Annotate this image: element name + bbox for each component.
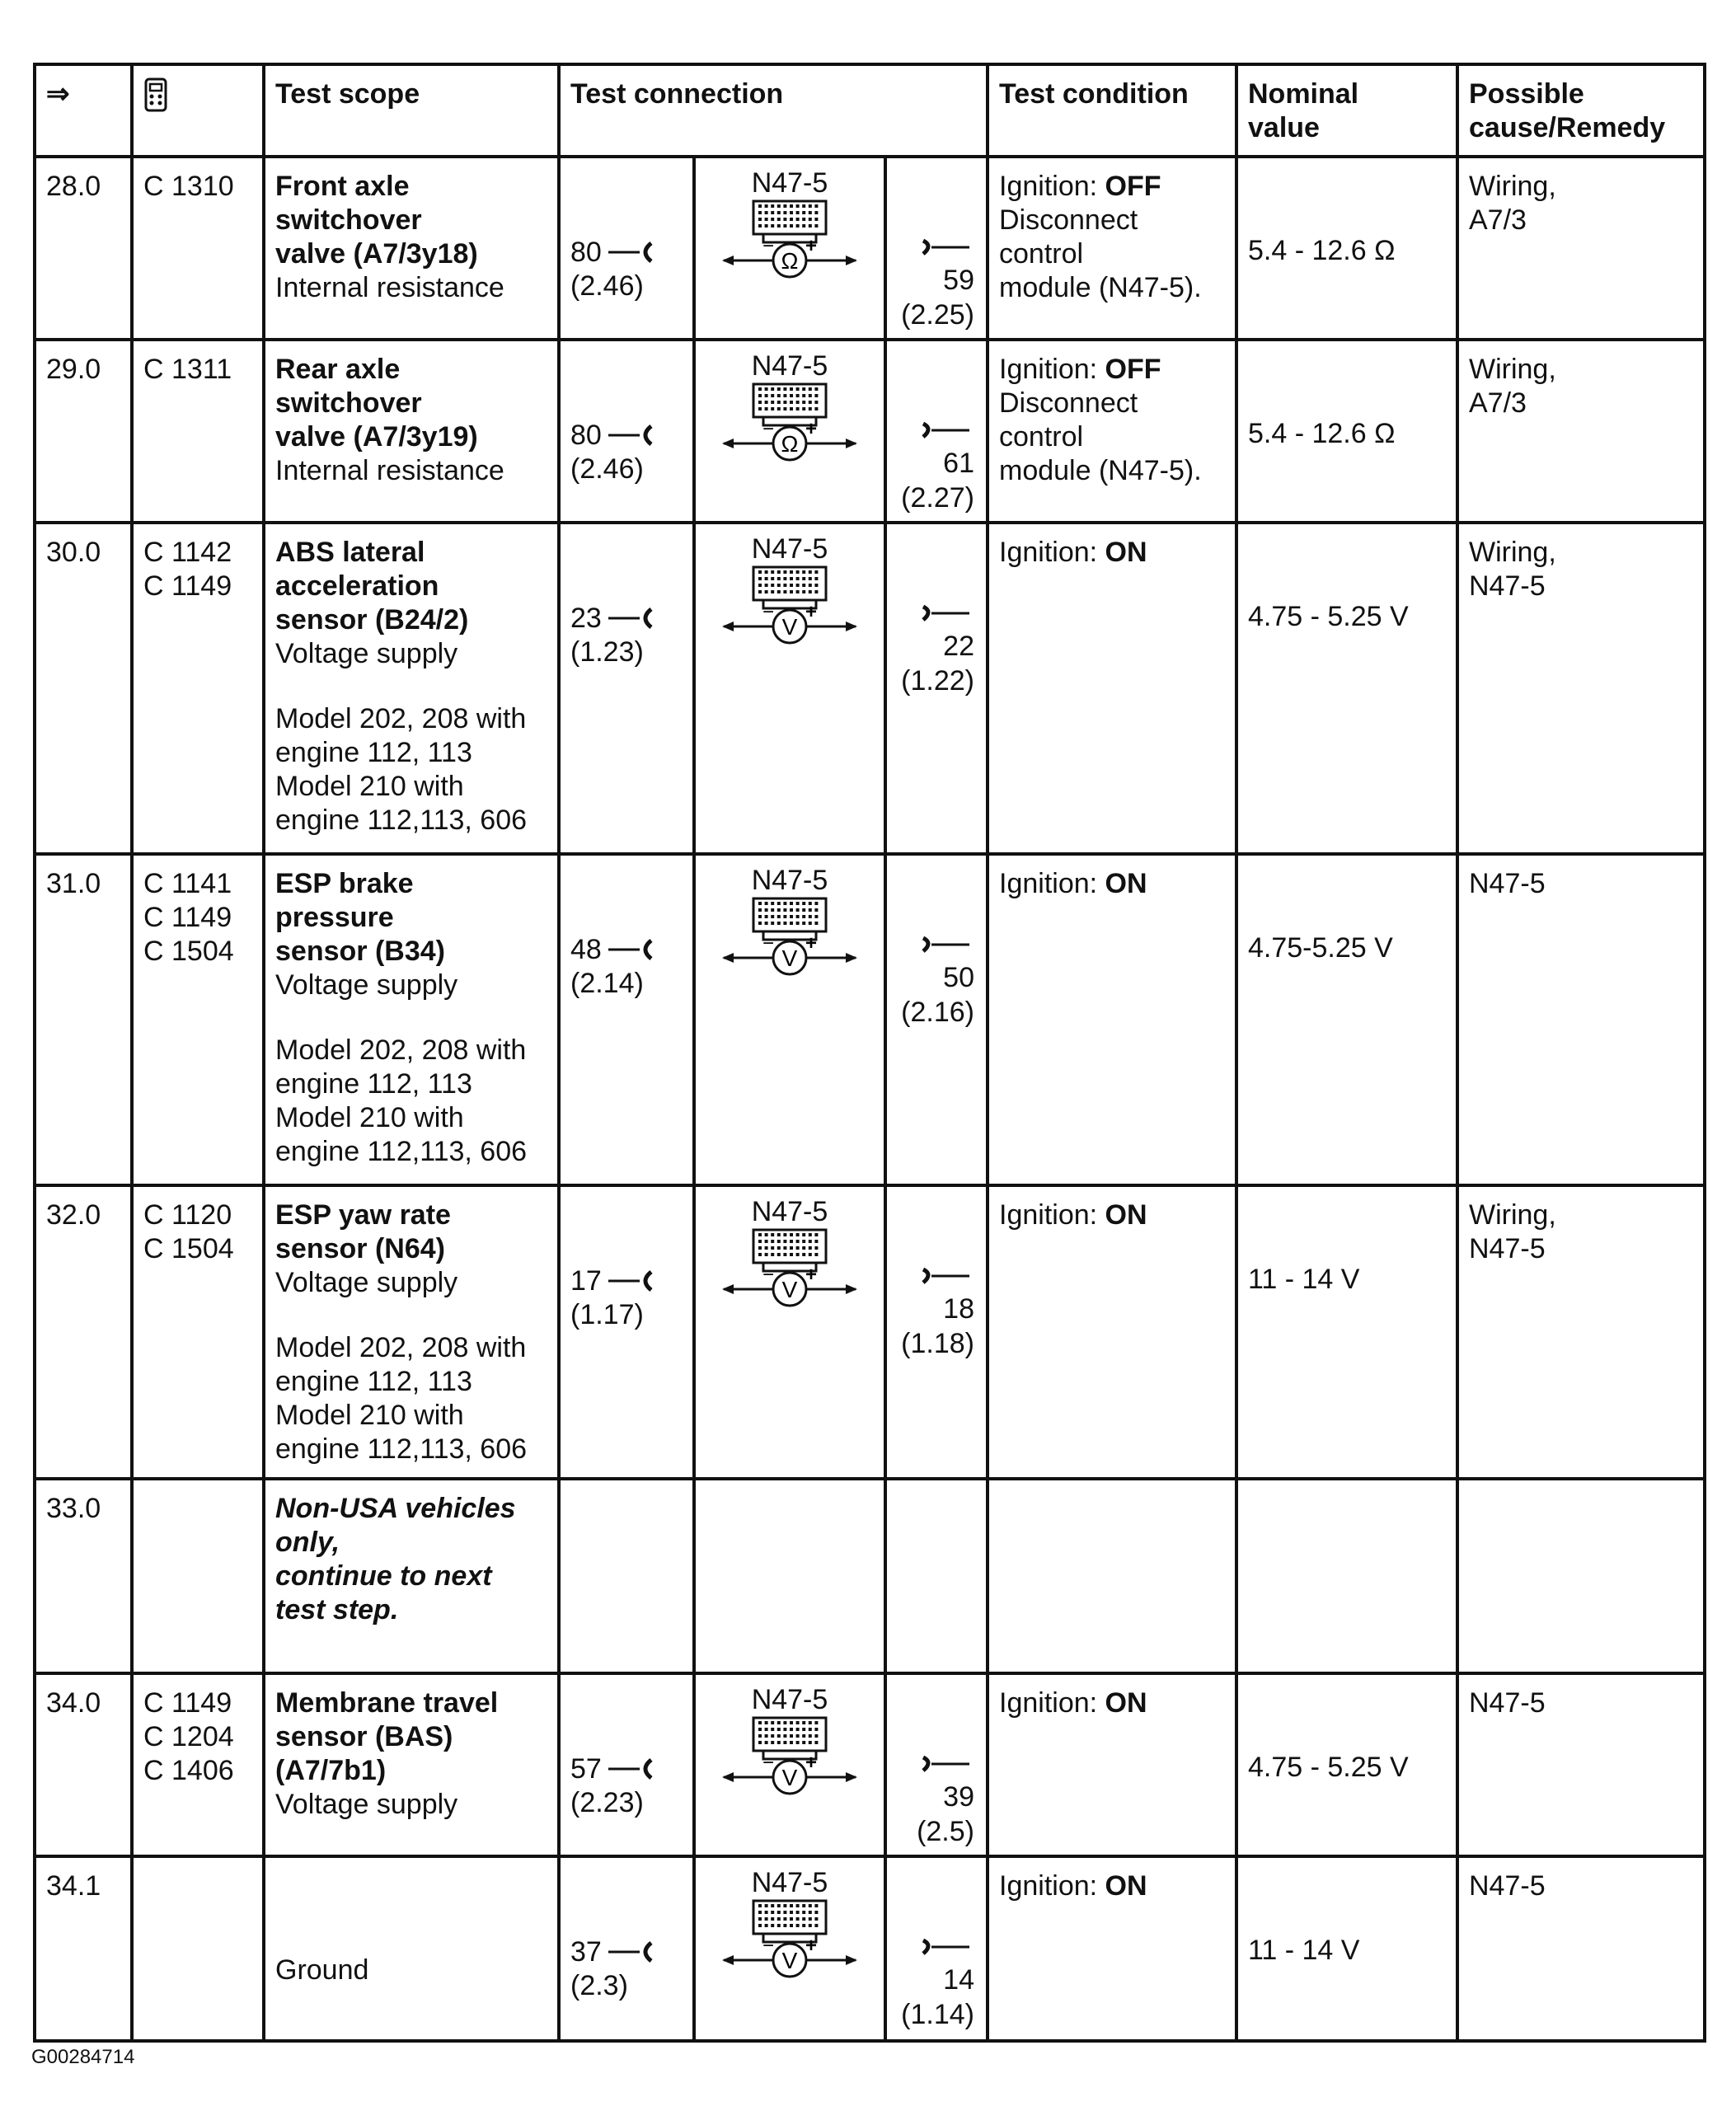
left-pin-number: 57	[570, 1752, 602, 1785]
connection-right-pin	[885, 157, 988, 340]
condition-instruction: module (N47-5).	[999, 272, 1202, 303]
nominal-value: 4.75 - 5.25 V	[1236, 1673, 1457, 1856]
fault-codes	[132, 1479, 264, 1673]
connection-right-pin	[885, 1856, 988, 2041]
svg-text:+: +	[805, 235, 818, 257]
note-line: test step.	[275, 1594, 399, 1625]
control-module-label: N47-5	[751, 1867, 828, 1898]
connection-left-pin	[559, 854, 694, 1185]
svg-text:−: −	[762, 235, 775, 257]
socket-connector-icon	[607, 1940, 656, 1964]
connection-left-pin	[559, 1856, 694, 2041]
ignition-state: ON	[1105, 1687, 1147, 1719]
step-number: 32.0	[35, 1185, 132, 1479]
svg-text:Ω: Ω	[781, 248, 799, 274]
scope-measurement: Voltage supply	[275, 1267, 458, 1298]
scope-component: ABS lateral	[275, 537, 425, 568]
left-pin-value: (2.3)	[570, 1970, 628, 2001]
test-condition	[988, 1856, 1236, 2041]
connection-meter	[694, 1673, 885, 1856]
table-row	[35, 1479, 1705, 1673]
scope-measurement: Internal resistance	[275, 455, 504, 486]
connection-meter	[694, 340, 885, 523]
nominal-value: 11 - 14 V	[1236, 1185, 1457, 1479]
voltmeter-icon	[720, 1716, 859, 1799]
svg-text:−: −	[762, 601, 775, 623]
svg-text:+: +	[805, 601, 818, 623]
connection-meter	[694, 157, 885, 340]
right-pin-value: (2.27)	[901, 482, 974, 514]
possible-cause	[1457, 1856, 1705, 2041]
plug-connector-icon	[920, 1266, 971, 1294]
right-pin-number: 39	[943, 1781, 974, 1813]
scope-component: sensor (B34)	[275, 936, 445, 967]
scope-component: sensor (B24/2)	[275, 604, 469, 636]
fault-code: C 1504	[143, 1233, 234, 1264]
cause-line: A7/3	[1469, 387, 1527, 419]
left-pin-number: 17	[570, 1264, 602, 1297]
right-pin-value: (2.25)	[901, 299, 974, 331]
control-module-label: N47-5	[751, 533, 828, 565]
cause-line: Wiring,	[1469, 1199, 1556, 1231]
test-scope	[264, 1673, 559, 1856]
left-pin-value: (2.46)	[570, 453, 644, 485]
scope-model-line: Model 210 with	[275, 1102, 464, 1133]
svg-text:−: −	[762, 1935, 775, 1957]
right-pin-number: 59	[943, 265, 974, 296]
fault-code: C 1204	[143, 1721, 234, 1752]
socket-connector-icon	[607, 423, 656, 448]
right-pin-value: (2.5)	[917, 1816, 974, 1847]
scope-model-line: engine 112,113, 606	[275, 804, 528, 836]
plug-connector-icon	[920, 603, 971, 631]
left-pin-number: 23	[570, 602, 602, 634]
left-pin-number: 48	[570, 933, 602, 965]
ignition-state: OFF	[1105, 171, 1161, 202]
left-pin-value: (2.23)	[570, 1787, 644, 1818]
ohmmeter-icon	[720, 382, 859, 465]
right-pin-value: (1.18)	[901, 1328, 974, 1359]
ignition-label: Ignition:	[999, 537, 1105, 568]
left-pin-value: (2.46)	[570, 270, 644, 302]
connection-left-pin	[559, 340, 694, 523]
scope-measurement: Voltage supply	[275, 969, 458, 1001]
scope-measurement: Voltage supply	[275, 638, 458, 669]
svg-text:V: V	[781, 614, 798, 640]
header-test-condition: Test condition	[988, 64, 1236, 157]
scope-component: sensor (N64)	[275, 1233, 445, 1264]
scope-spacer	[275, 671, 547, 702]
left-pin-value: (2.14)	[570, 968, 644, 999]
ignition-condition	[999, 1869, 1225, 1903]
ignition-label: Ignition:	[999, 1199, 1105, 1231]
left-pin-number: 80	[570, 236, 602, 268]
connection-left-pin	[559, 523, 694, 854]
empty-cell	[988, 1479, 1236, 1673]
control-module-label: N47-5	[751, 1684, 828, 1715]
plug-connector-icon	[920, 420, 971, 448]
test-scope	[264, 340, 559, 523]
scope-component: Membrane travel	[275, 1687, 499, 1719]
header-nominal-line: Nominal	[1248, 78, 1359, 110]
svg-text:V: V	[781, 1765, 798, 1790]
fault-code: C 1149	[143, 570, 232, 602]
voltmeter-icon	[720, 1899, 859, 1982]
left-pin	[570, 1263, 656, 1298]
ignition-condition	[999, 867, 1225, 901]
fault-code: C 1149	[143, 1687, 232, 1719]
ignition-label: Ignition:	[999, 354, 1105, 385]
test-scope	[264, 1856, 559, 2041]
header-cause-line: Possible	[1469, 78, 1584, 110]
header-tester-icon-cell	[132, 64, 264, 157]
table-row	[35, 1673, 1705, 1856]
note-line: continue to next	[275, 1560, 492, 1592]
cause-line: N47-5	[1469, 1687, 1546, 1719]
fault-codes	[132, 1856, 264, 2041]
cause-line: Wiring,	[1469, 537, 1556, 568]
possible-cause	[1457, 523, 1705, 854]
left-pin-value: (1.23)	[570, 636, 644, 668]
figure-code: G00284714	[31, 2046, 135, 2068]
header-cause-line: cause/Remedy	[1469, 112, 1666, 143]
connection-meter	[694, 1185, 885, 1479]
header-possible-cause	[1457, 64, 1705, 157]
svg-text:V: V	[781, 1277, 798, 1302]
svg-text:−: −	[762, 1752, 775, 1774]
cause-line: Wiring,	[1469, 171, 1556, 202]
connection-right-pin	[885, 523, 988, 854]
connection-left-pin	[559, 157, 694, 340]
right-pin-value: (1.22)	[901, 665, 974, 697]
fault-code: C 1120	[143, 1199, 232, 1231]
ignition-state: OFF	[1105, 354, 1161, 385]
header-step-arrow: ⇒	[35, 64, 132, 157]
ignition-state: ON	[1105, 1199, 1147, 1231]
connection-left-pin	[559, 1673, 694, 1856]
ignition-state: ON	[1105, 537, 1147, 568]
right-pin-number: 50	[943, 962, 974, 993]
nominal-value: 4.75-5.25 V	[1236, 854, 1457, 1185]
ignition-state: ON	[1105, 868, 1147, 899]
nominal-value: 5.4 - 12.6 Ω	[1236, 157, 1457, 340]
test-condition	[988, 340, 1236, 523]
right-pin-number: 18	[943, 1293, 974, 1325]
table-body	[35, 157, 1705, 2041]
scope-model-line: Model 210 with	[275, 771, 464, 802]
connection-meter	[694, 523, 885, 854]
connection-right-pin	[885, 1673, 988, 1856]
condition-instruction: control	[999, 421, 1084, 453]
left-pin-value: (1.17)	[570, 1299, 644, 1330]
empty-cell	[1457, 1479, 1705, 1673]
socket-connector-icon	[607, 606, 656, 631]
socket-connector-icon	[607, 937, 656, 962]
right-pin-value: (2.16)	[901, 997, 974, 1028]
left-pin-number: 80	[570, 419, 602, 451]
scope-model-line: engine 112, 113	[275, 1366, 472, 1397]
table-row	[35, 340, 1705, 523]
svg-text:+: +	[805, 1264, 818, 1286]
table-row	[35, 1856, 1705, 2041]
scope-measurement: Internal resistance	[275, 272, 504, 303]
fault-code: C 1311	[143, 354, 232, 385]
fault-codes	[132, 340, 264, 523]
condition-instruction: module (N47-5).	[999, 455, 1202, 486]
test-condition	[988, 854, 1236, 1185]
test-scope	[264, 854, 559, 1185]
header-nominal-line: value	[1248, 112, 1320, 143]
table-row	[35, 523, 1705, 854]
nominal-value: 5.4 - 12.6 Ω	[1236, 340, 1457, 523]
test-scope	[264, 1185, 559, 1479]
empty-cell	[1236, 1479, 1457, 1673]
fault-codes	[132, 157, 264, 340]
ignition-condition	[999, 170, 1225, 204]
left-pin	[570, 931, 656, 967]
left-pin	[570, 1751, 656, 1786]
step-number: 29.0	[35, 340, 132, 523]
test-condition	[988, 523, 1236, 854]
control-module-label: N47-5	[751, 350, 828, 382]
fault-code: C 1149	[143, 902, 232, 933]
step-number: 30.0	[35, 523, 132, 854]
voltmeter-icon	[720, 565, 859, 648]
ignition-condition	[999, 536, 1225, 570]
socket-connector-icon	[607, 1269, 656, 1293]
svg-text:+: +	[805, 1935, 818, 1957]
empty-cell	[885, 1479, 988, 1673]
step-number: 34.1	[35, 1856, 132, 2041]
ohmmeter-icon	[720, 199, 859, 282]
scope-component: sensor (BAS)	[275, 1721, 453, 1752]
condition-instruction: control	[999, 238, 1084, 270]
right-pin-number: 14	[943, 1964, 974, 1996]
scope-model-line: Model 202, 208 with	[275, 703, 527, 734]
scope-component: valve (A7/3y19)	[275, 421, 478, 453]
svg-text:Ω: Ω	[781, 431, 799, 457]
connection-right-pin	[885, 340, 988, 523]
plug-connector-icon	[920, 237, 971, 265]
note-line: only,	[275, 1527, 340, 1558]
scope-spacer	[275, 1002, 547, 1034]
svg-text:−: −	[762, 1264, 775, 1286]
table-row	[35, 854, 1705, 1185]
ignition-label: Ignition:	[999, 1870, 1105, 1902]
scope-measurement: Voltage supply	[275, 1789, 458, 1820]
left-pin	[570, 234, 656, 270]
plug-connector-icon	[920, 935, 971, 963]
right-pin-value: (1.14)	[901, 1999, 974, 2030]
svg-text:+: +	[805, 418, 818, 440]
left-pin	[570, 417, 656, 453]
svg-text:+: +	[805, 932, 818, 955]
scope-component: Rear axle	[275, 354, 401, 385]
scope-component: Front axle	[275, 171, 410, 202]
ignition-label: Ignition:	[999, 171, 1105, 202]
fault-code: C 1504	[143, 936, 234, 967]
control-module-label: N47-5	[751, 865, 828, 896]
cause-line: N47-5	[1469, 570, 1546, 602]
scope-component: valve (A7/3y18)	[275, 238, 478, 270]
ignition-condition	[999, 1199, 1225, 1232]
fault-code: C 1406	[143, 1755, 234, 1786]
connection-meter	[694, 1856, 885, 2041]
test-condition	[988, 157, 1236, 340]
scope-model-line: Model 210 with	[275, 1400, 464, 1431]
fault-codes	[132, 1185, 264, 1479]
nominal-value: 11 - 14 V	[1236, 1856, 1457, 2041]
possible-cause	[1457, 1673, 1705, 1856]
svg-text:−: −	[762, 932, 775, 955]
possible-cause	[1457, 340, 1705, 523]
fault-code: C 1310	[143, 171, 234, 202]
empty-cell	[559, 1479, 694, 1673]
condition-instruction: Disconnect	[999, 387, 1138, 419]
test-condition	[988, 1673, 1236, 1856]
step-number: 33.0	[35, 1479, 132, 1673]
test-scope	[264, 1479, 559, 1673]
ignition-condition	[999, 353, 1225, 387]
scope-model-line: Model 202, 208 with	[275, 1034, 527, 1066]
cause-line: N47-5	[1469, 868, 1546, 899]
svg-text:V: V	[781, 945, 798, 971]
scope-model-line: engine 112,113, 606	[275, 1136, 528, 1167]
ignition-label: Ignition:	[999, 868, 1105, 899]
step-number: 31.0	[35, 854, 132, 1185]
step-number: 28.0	[35, 157, 132, 340]
scope-model-line: engine 112, 113	[275, 737, 472, 768]
ignition-label: Ignition:	[999, 1687, 1105, 1719]
connection-right-pin	[885, 1185, 988, 1479]
svg-text:V: V	[781, 1948, 798, 1973]
header-nominal-value	[1236, 64, 1457, 157]
ignition-state: ON	[1105, 1870, 1147, 1902]
scope-component: switchover	[275, 204, 422, 236]
connection-meter	[694, 854, 885, 1185]
scope-model-line: Model 202, 208 with	[275, 1332, 527, 1363]
note-line: Non-USA vehicles	[275, 1493, 516, 1524]
scope-component: (A7/7b1)	[275, 1755, 387, 1786]
scope-component: acceleration	[275, 570, 439, 602]
cause-line: A7/3	[1469, 204, 1527, 236]
condition-instruction: Disconnect	[999, 204, 1138, 236]
scope-component: switchover	[275, 387, 422, 419]
left-pin	[570, 1934, 656, 1969]
right-pin-number: 61	[943, 448, 974, 479]
header-test-connection: Test connection	[559, 64, 988, 157]
cause-line: N47-5	[1469, 1233, 1546, 1264]
svg-text:+: +	[805, 1752, 818, 1774]
left-pin	[570, 600, 656, 636]
scope-model-line: engine 112,113, 606	[275, 1433, 528, 1465]
possible-cause	[1457, 1185, 1705, 1479]
control-module-label: N47-5	[751, 1196, 828, 1227]
right-pin-number: 22	[943, 631, 974, 662]
step-number: 34.0	[35, 1673, 132, 1856]
scope-component: pressure	[275, 902, 394, 933]
table-row	[35, 157, 1705, 340]
socket-connector-icon	[607, 1757, 656, 1781]
empty-cell	[694, 1479, 885, 1673]
fault-code: C 1142	[143, 537, 232, 568]
plug-connector-icon	[920, 1754, 971, 1782]
possible-cause	[1457, 157, 1705, 340]
test-scope	[264, 157, 559, 340]
fault-code: C 1141	[143, 868, 232, 899]
fault-codes	[132, 1673, 264, 1856]
voltmeter-icon	[720, 1228, 859, 1311]
header-test-scope: Test scope	[264, 64, 559, 157]
header-row	[35, 64, 1705, 157]
svg-text:−: −	[762, 418, 775, 440]
table-row	[35, 1185, 1705, 1479]
connection-left-pin	[559, 1185, 694, 1479]
scope-component: ESP yaw rate	[275, 1199, 451, 1231]
cause-line: Wiring,	[1469, 354, 1556, 385]
test-scope	[264, 523, 559, 854]
control-module-label: N47-5	[751, 167, 828, 199]
scope-measurement: Ground	[275, 1954, 369, 1986]
connection-right-pin	[885, 854, 988, 1185]
fault-codes	[132, 523, 264, 854]
voltmeter-icon	[720, 897, 859, 979]
possible-cause	[1457, 854, 1705, 1185]
cause-line: N47-5	[1469, 1870, 1546, 1902]
test-condition	[988, 1185, 1236, 1479]
fault-codes	[132, 854, 264, 1185]
tester-icon	[143, 77, 168, 112]
diagnosis-table	[33, 63, 1706, 2043]
left-pin-number: 37	[570, 1935, 602, 1968]
plug-connector-icon	[920, 1937, 971, 1965]
scope-spacer	[275, 1300, 547, 1331]
ignition-condition	[999, 1686, 1225, 1720]
scope-model-line: engine 112, 113	[275, 1068, 472, 1100]
scope-component: ESP brake	[275, 868, 414, 899]
nominal-value: 4.75 - 5.25 V	[1236, 523, 1457, 854]
socket-connector-icon	[607, 240, 656, 265]
